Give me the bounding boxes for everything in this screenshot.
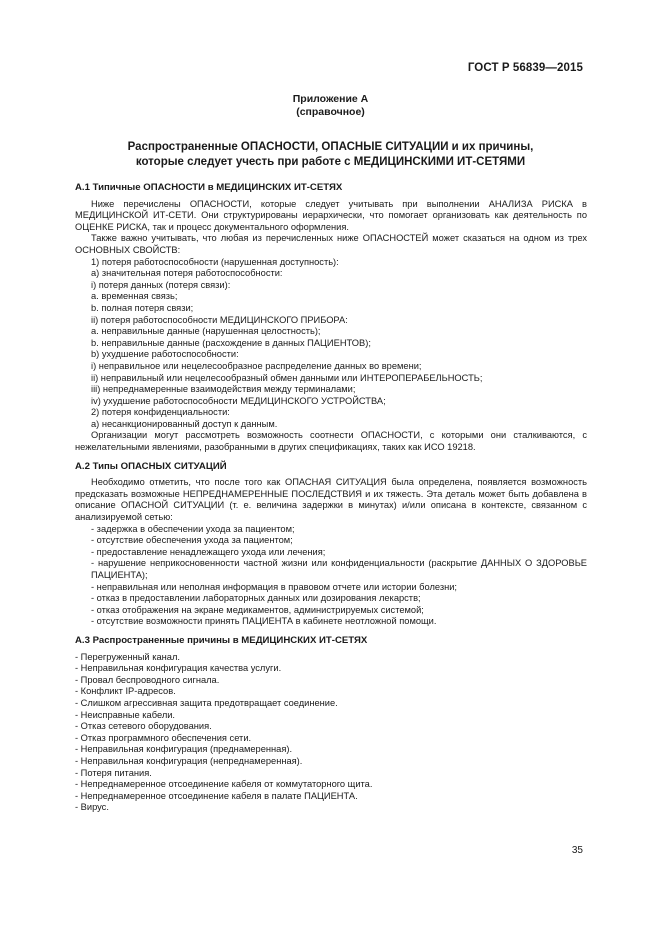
list-item: - неправильная или неполная информация в правовом отчете или истории болезни; [91,581,458,592]
list-item: - Неисправные кабели. [75,709,176,720]
list-item: i) потеря данных (потеря связи): [91,279,231,290]
section-a3-heading: А.3 Распространенные причины в МЕДИЦИНСКИХ ИТ-СЕТЯХ [75,634,368,646]
list-item: а) значительная потеря работоспособности: [91,268,283,279]
list-item: - задержка в обеспечении ухода за пациентом; [91,523,295,534]
annex-label [0,93,661,119]
list-item: - Неправильная конфигурация (преднамеренная). [75,744,293,755]
list-item: iv) ухудшение работоспособности МЕДИЦИНСКОГО УСТРОЙСТВА; [91,395,386,406]
section-a2-heading: А.2 Типы ОПАСНЫХ СИТУАЦИЙ [75,460,227,472]
section-a2-list [75,524,587,628]
main-title [0,140,661,170]
list-item: - Слишком агрессивная защита предотвращает соединение. [75,697,338,708]
section-a1-paragraph-1: Ниже перечислены ОПАСНОСТИ, которые следует учитывать при выполнении АНАЛИЗА РИСКА в МЕДИЦИНСКОЙ ИТ-СЕТИ. Они структурированы иерархически, что помогает организовать как деятельность по ОЦЕНКЕ РИСКА, так и процесс документального оформления. [75,198,587,232]
list-item: 1) потеря работоспособности (нарушенная доступность): [91,256,339,267]
list-item: a. временная связь; [91,291,178,302]
list-item: ii) неправильный или нецелесообразный обмен данными или ИНТЕРОПЕРАБЕЛЬНОСТЬ; [91,372,483,383]
list-item: i) неправильное или нецелесообразное распределение данных во времени; [91,360,422,371]
list-item: - Вирус. [75,802,109,813]
section-a2 [75,461,587,628]
list-item: - Отказ сетевого оборудования. [75,721,212,732]
content-body [75,182,587,814]
section-a1 [75,182,587,454]
list-item: - отказ отображения на экране медикаментов, администрируемых системой; [91,604,424,615]
document-code: ГОСТ Р 56839—2015 [467,62,583,74]
section-a1-list [75,257,587,431]
list-item: b) ухудшение работоспособности: [91,349,239,360]
list-item: - Неправильная конфигурация (непреднамеренная). [75,755,303,766]
annex-title: Приложение А [292,93,369,105]
annex-subtitle: (справочное) [296,106,365,118]
page-number: 35 [571,845,583,856]
list-item: - предоставление ненадлежащего ухода или лечения; [91,546,326,557]
list-item: - Провал беспроводного сигнала. [75,674,220,685]
section-a1-paragraph-2: Также важно учитывать, что любая из перечисленных ниже ОПАСНОСТЕЙ может сказаться на одном из трех ОСНОВНЫХ СВОЙСТВ: [75,233,587,255]
section-a2-paragraph-1: Необходимо отметить, что после того как ОПАСНАЯ СИТУАЦИЯ была определена, появляется возможность предсказать возможные НЕПРЕДНАМЕРЕННЫЕ ПОСЛЕДСТВИЯ и их тяжесть. Эта деталь может быть добавлена в описание ОПАСНОЙ СИТУАЦИИ (т. е. величина задержки в минутах) и/или описана в контексте, связанном с анализируемой сетью: [75,477,587,523]
section-a1-heading: А.1 Типичные ОПАСНОСТИ в МЕДИЦИНСКИХ ИТ-СЕТЯХ [75,182,343,193]
list-item: b. полная потеря связи; [91,302,194,313]
section-a3-list [75,652,587,814]
main-title-line-2: которые следует учесть при работе с МЕДИЦИНСКИМИ ИТ-СЕТЯМИ [135,156,526,168]
list-item: - отсутствие обеспечения ухода за пациентом; [91,535,293,546]
list-item: - Перегруженный канал. [75,651,180,662]
list-item: - нарушение неприкосновенности частной жизни или конфиденциальности (раскрытие ДАННЫХ О ЗДОРОВЬЕ ПАЦИЕНТА); [91,558,587,580]
list-item: - отсутствие возможности принять ПАЦИЕНТА в кабинете неотложной помощи. [91,616,437,627]
list-item: а) несанкционированный доступ к данным. [91,418,278,429]
list-item: - Неправильная конфигурация качества услуги. [75,663,282,674]
list-item: - Непреднамеренное отсоединение кабеля в палате ПАЦИЕНТА. [75,790,358,801]
section-a3 [75,635,587,814]
list-item: - отказ в предоставлении лабораторных данных или дозирования лекарств; [91,593,421,604]
list-item: ii) потеря работоспособности МЕДИЦИНСКОГО ПРИБОРА: [91,314,348,325]
main-title-line-1: Распространенные ОПАСНОСТИ, ОПАСНЫЕ СИТУАЦИИ и их причины, [127,141,534,153]
list-item: - Конфликт IP-адресов. [75,686,176,697]
list-item: - Потеря питания. [75,767,152,778]
section-a1-paragraph-3: Организации могут рассмотреть возможность соотнести ОПАСНОСТИ, с которыми они сталкиваются, с нежелательными явлениями, разобранными в других спецификациях, таких как ИСО 19218. [75,430,587,453]
list-item: a. неправильные данные (нарушенная целостность); [91,326,321,337]
list-item: b. неправильные данные (расхождение в данных ПАЦИЕНТОВ); [91,337,371,348]
list-item: - Отказ программного обеспечения сети. [75,732,252,743]
list-item: iii) непреднамеренные взаимодействия между терминалами; [91,384,356,395]
list-item: 2) потеря конфиденциальности: [91,407,230,418]
list-item: - Непреднамеренное отсоединение кабеля от коммутаторного щита. [75,779,373,790]
